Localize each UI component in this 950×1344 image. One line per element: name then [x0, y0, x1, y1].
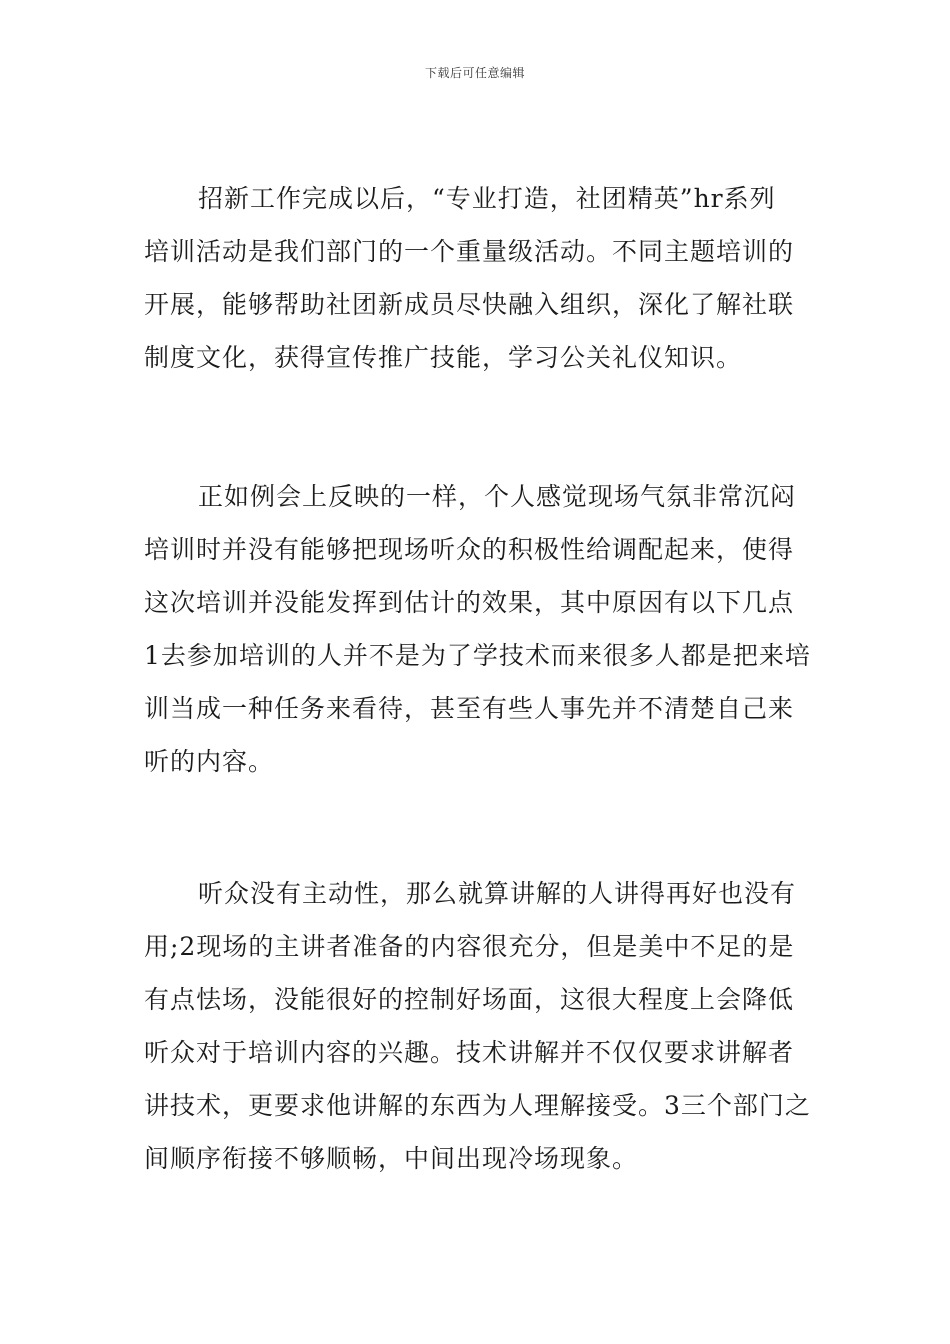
paragraph-line: 训当成一种任务来看待，甚至有些人事先并不清楚自己来 [144, 694, 795, 723]
paragraph-line: 培训时并没有能够把现场听众的积极性给调配起来，使得 [144, 535, 795, 564]
paragraph-line: 这次培训并没能发挥到估计的效果，其中原因有以下几点 [144, 588, 795, 617]
paragraph-line: 用;2现场的主讲者准备的内容很充分，但是美中不足的是 [144, 932, 795, 961]
paragraph-line: 制度文化，获得宣传推广技能，学习公关礼仪知识。 [144, 343, 743, 372]
page-header: 下载后可任意编辑 [424, 66, 525, 80]
paragraph-line: 讲技术，更要求他讲解的东西为人理解接受。3三个部门之 [144, 1091, 811, 1120]
paragraph-line: 开展，能够帮助社团新成员尽快融入组织，深化了解社联 [144, 290, 795, 319]
paragraph-line: 招新工作完成以后，“专业打造，社团精英”hr系列 [198, 184, 776, 213]
paragraph-line: 听众对于培训内容的兴趣。技术讲解并不仅仅要求讲解者 [144, 1038, 795, 1067]
paragraph-line: 听众没有主动性，那么就算讲解的人讲得再好也没有 [198, 879, 797, 908]
paragraph-2 [144, 470, 811, 788]
paragraph-line: 间顺序衔接不够顺畅，中间出现冷场现象。 [144, 1144, 639, 1173]
paragraph-line: 1去参加培训的人并不是为了学技术而来很多人都是把来培 [144, 641, 811, 670]
paragraph-3 [144, 867, 811, 1185]
paragraph-line: 有点怯场，没能很好的控制好场面，这很大程度上会降低 [144, 985, 795, 1014]
paragraph-line: 正如例会上反映的一样，个人感觉现场气氛非常沉闷 [198, 482, 797, 511]
paragraph-line: 培训活动是我们部门的一个重量级活动。不同主题培训的 [144, 237, 795, 266]
paragraph-1 [144, 172, 808, 384]
paragraph-line: 听的内容。 [144, 747, 275, 776]
